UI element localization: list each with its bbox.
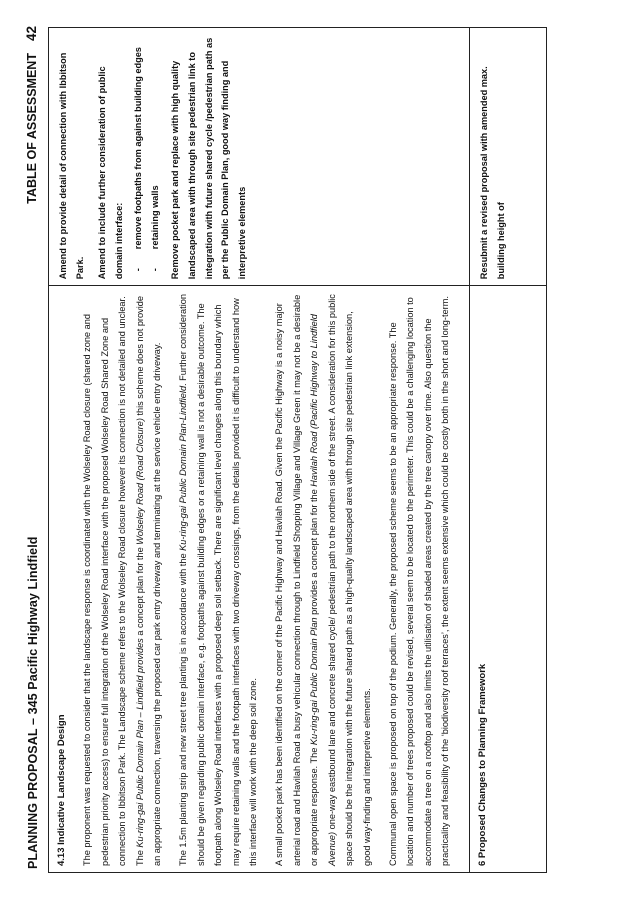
body-paragraph — [385, 292, 455, 866]
paragraph-text: a concept plan for the — [134, 544, 145, 639]
body-paragraph — [79, 292, 167, 866]
assessment-table — [48, 27, 547, 873]
document-title: PLANNING PROPOSAL – 345 Pacific Highway Lindfield — [26, 536, 40, 869]
section-heading: 6 Proposed Changes to Planning Framework — [476, 663, 488, 866]
response-paragraph: Amend to include further consideration of public domain interface: — [97, 66, 125, 280]
response-paragraph: Remove pocket park and replace with high quality landscaped area with through site pedestrian link to integration with future shared cycle /pedestrian path as per the Public Domain Plan, good way finding and interpretive elements — [170, 37, 248, 280]
response-cell — [469, 28, 546, 286]
paragraph-text: provides a concept plan for the — [309, 486, 320, 618]
italic-text: Ku-ring-gai Public Domain Plan — [309, 617, 320, 746]
page-number: 42 — [24, 26, 39, 42]
body-paragraph — [271, 292, 377, 866]
italic-text: Wolseley Road (Road Closure) — [134, 418, 145, 545]
table-row — [469, 28, 546, 873]
table-row — [49, 28, 470, 873]
list-item — [147, 34, 164, 279]
response-paragraph: Amend to provide detail of connection with Ibbitson Park. — [58, 52, 85, 280]
paragraph-text: this scheme does not provide an appropriate connection, traversing the proposed car park entry driveway and terminating at the service vehicle entry driveway. — [134, 296, 163, 866]
bullet-text: remove footpaths from against building edges — [132, 47, 143, 250]
italic-text: Ku-ring-gai Public Domain Plan – Lindfield provides — [134, 638, 145, 848]
bullet-marker: - — [149, 268, 160, 272]
section-label: TABLE OF ASSESSMENT — [25, 53, 39, 204]
bullet-marker: - — [132, 268, 143, 272]
response-paragraph: Resubmit a revised proposal with amended max. building height of — [478, 66, 506, 280]
italic-text: Havilah Road (Pacific Highway to Lindfield Avenue) — [309, 314, 337, 866]
response-bullet-list — [130, 34, 163, 279]
assessment-cell — [469, 286, 546, 873]
body-paragraph — [175, 292, 263, 866]
paragraph-text: The proponent was requested to consider that the landscape response is coordinated with the Wolseley Road closure (shared zone and pedestrian priority access) to ensure full integration of the Wolseley Road interface with the proposed Wolseley Road Shared Zone and connection to Ibbitson Park. The Landscape scheme refers to the Wolseley Road closure however its connection is not detailed and unclear. The — [82, 296, 145, 866]
list-item — [130, 34, 147, 279]
bullet-text: retaining walls — [149, 185, 160, 250]
paragraph-text: one-way eastbound lane and concrete shared cycle/ pedestrian path to the northern side of the street. A consideration for this public space should be the integration with the future shared path as a high-quality landscaped area with through site pedestrian link extension, good way-finding and interpretive elements. — [326, 294, 372, 866]
paragraph-text: A small pocket park has been identified on the corner of the Pacific Highway and Havilah Road. Given the Pacific Highway is a noisy major arterial road and Havilah Road a busy vehicular connection through to Lindfield Shopping Village and Village Green it may not be a desirable or appropriate response. The — [273, 294, 320, 866]
italic-text: Ku-ring-gai Public Domain Plan-Lindfield — [177, 385, 188, 551]
assessment-cell — [49, 286, 470, 873]
assessment-paragraphs — [79, 292, 455, 866]
paragraph-text: . Further consideration should be given regarding public domain interface, e.g. footpaths against building edges or a retaining wall is not a desirable outcome. The footpath along Wolseley Road interfaces with a proposed deep soil setback. There are significant level changes along this boundary which may require retaining walls and the footpath interfaces with two driveway crossings, from the details provided it is difficult to understand how this interface will work with the deep soil zone. — [177, 294, 259, 866]
section-header — [24, 26, 39, 204]
section-heading: 4.13 Indicative Landscape Design — [56, 714, 67, 866]
paragraph-text: The 1.5m planting strip and new street tree planting is in accordance with the — [177, 550, 188, 866]
paragraph-text: Communal open space is proposed on top of the podium. Generally, the proposed scheme seems to be an appropriate response. The location and number of trees proposed could be revised, several seem to be located to the perimeter. This could be a challenging location to accommodate a tree on a rooftop and also limits the utilisation of shaded areas created by the tree canopy over time. Also question the practicality and feasibility of the ‘biodiversity roof terraces’, the extent seems extensive which could be costly both in the short and long-term. — [387, 296, 451, 866]
response-cell — [49, 28, 470, 286]
